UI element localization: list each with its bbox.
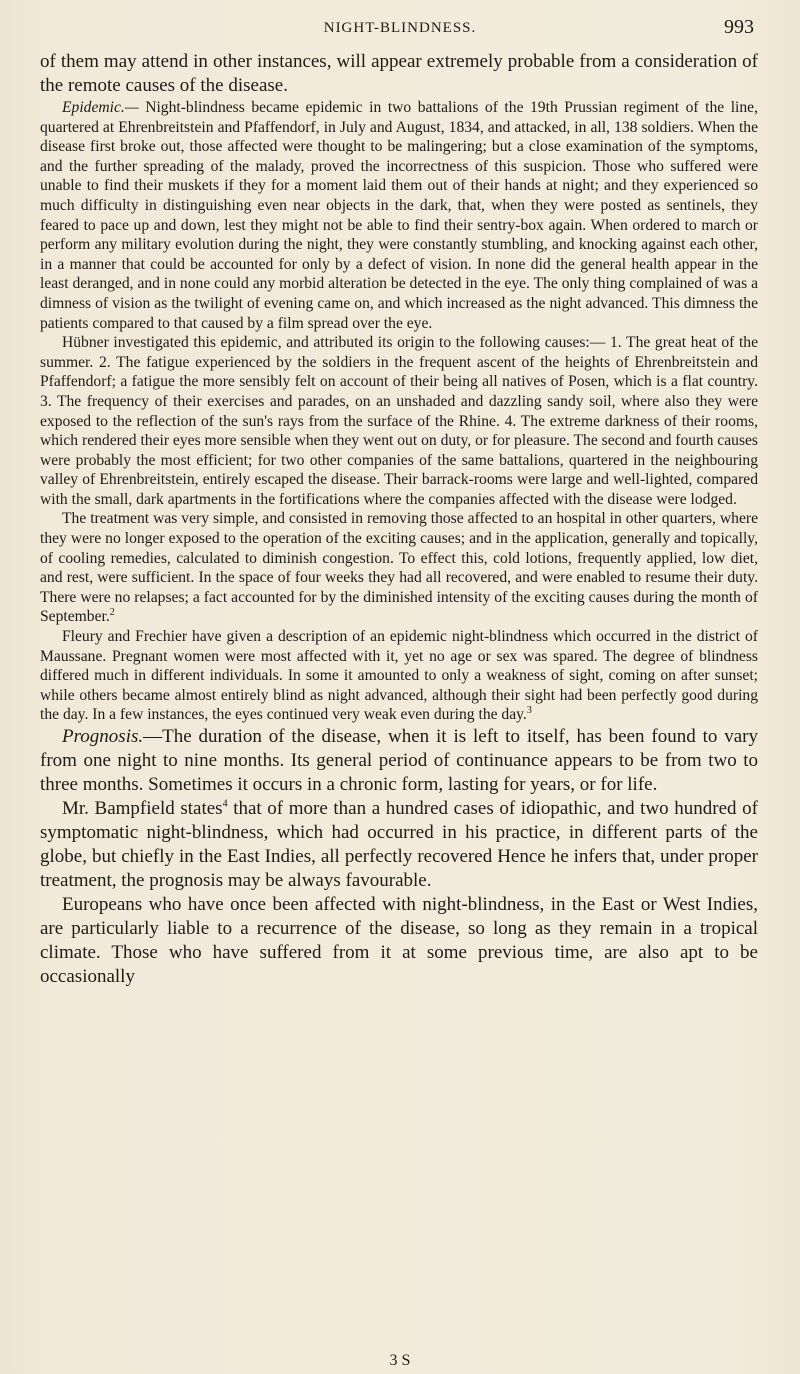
- paragraph-hubner: [40, 333, 758, 509]
- paragraph-text: Hübner investigated this epidemic, and attributed its origin to the following causes:— 1. The great heat of the summer. 2. The fatigue experienced by the soldiers in the frequent ascent of the heights of Ehrenbreitstein and Pfaffendorf; a fatigue the more sensibly felt on account of their being all natives of Posen, which is a flat country. 3. The frequency of their exercises and parades, on an unshaded and dazzling sandy soil, where also they were exposed to the reflection of the sun's rays from the surface of the Rhine. 4. The extreme darkness of their rooms, which rendered their eyes more sensible when they went out on duty, or for pleasure. The second and fourth causes were probably the most efficient; for two other companies of the same battalions, quartered in the neighbouring valley of Ehrenbreitstein, entirely escaped the disease. Their barrack-rooms were large and well-lighted, compared with the small, dark apartments in the fortifications where the companies affected with the disease were lodged.: [40, 334, 758, 508]
- paragraph-text: that of more than a hundred cases of idiopathic, and two hundred of symptomatic night-blindness, which had occurred in his practice, in different parts of the globe, but chiefly in the East Indies, all perfectly recovered Hence he infers that, under proper treatment, the prognosis may be always favourable.: [40, 798, 758, 891]
- paragraph-europeans: [40, 893, 758, 989]
- footnote-ref[interactable]: 2: [109, 607, 115, 619]
- run-in-heading-epidemic: Epidemic.—: [62, 99, 139, 116]
- paragraph-text: Fleury and Frechier have given a description of an epidemic night-blindness which occurred in the district of Maussane. Pregnant women were most affected with it, yet no age or sex was spared. The degree of blindness differed much in different individuals. In some it amounted to only a weakness of sight, coming on after sunset; while others became almost entirely blind as night advanced, although their sight had been perfectly good during the day. In a few instances, the eyes continued very weak even during the day.: [40, 628, 758, 724]
- paragraph-text: Europeans who have once been affected with night-blindness, in the East or West Indies, are particularly liable to a recurrence of the disease, so long as they remain in a tropical climate. Those who have suffered from it at some previous time, are also apt to be occasionally: [40, 894, 758, 987]
- paragraph-prognosis: [40, 725, 758, 797]
- prognosis-section: [40, 725, 758, 989]
- run-in-heading-prognosis: Prognosis.: [62, 726, 144, 747]
- paragraph-fleury: [40, 627, 758, 725]
- paragraph-text: —The duration of the disease, when it is left to itself, has been found to vary from one night to nine months. Its general period of continuance appears to be from two to three months. Sometimes it occurs in a chronic form, lasting for years, or for life.: [40, 726, 758, 795]
- running-head: NIGHT-BLINDNESS.: [323, 20, 477, 36]
- page-header: [40, 12, 760, 42]
- page-body: [40, 50, 758, 989]
- paragraph-treatment: [40, 509, 758, 627]
- signature-mark: 3 S: [389, 1352, 411, 1369]
- paragraph-text: of them may attend in other instances, will appear extremely probable from a consideration of the remote causes of the disease.: [40, 51, 758, 96]
- paragraph-text: The treatment was very simple, and consisted in removing those affected to an hospital in other quarters, where they were no longer exposed to the operation of the exciting causes; and in the application, generally and topically, of cooling remedies, calculated to diminish congestion. To effect this, cold lotions, frequently applied, low diet, and rest, were sufficient. In the space of four weeks they had all recovered, and were enabled to resume their duty. There were no relapses; a fact accounted for by the diminished intensity of the exciting causes during the month of September.: [40, 510, 758, 626]
- footnote-ref[interactable]: 3: [526, 705, 532, 717]
- paragraph-continuation: [40, 50, 758, 98]
- page-number: 993: [724, 16, 754, 38]
- footnote-ref[interactable]: 4: [222, 798, 228, 810]
- paragraph-text: Night-blindness became epidemic in two battalions of the 19th Prussian regiment of the line, quartered at Ehrenbreitstein and Pfaffendorf, in July and August, 1834, and attacked, in all, 138 soldiers. When the disease first broke out, those affected were thought to be malingering; but a close examination of the symptoms, and the further spreading of the malady, proved the incorrectness of this suspicion. Those who suffered were unable to find their muskets if they for a moment laid them out of their hands at night; and they experienced so much difficulty in distinguishing even near objects in the dark, that, when they were posted as sentinels, they feared to pace up and down, lest they might not be able to find their sentry-box again. When ordered to march or perform any military evolution during the night, they were constantly stumbling, and knocking against each other, in a manner that could be accounted for only by a defect of vision. In none did the general health appear in the least deranged, and in none could any morbid alteration be detected in the eye. The only thing complained of was a dimness of vision as the twilight of evening came on, and which increased as the night advanced. This dimness the patients compared to that caused by a film spread over the eye.: [40, 99, 758, 332]
- paragraph-bampfield: [40, 797, 758, 893]
- epidemic-section: [40, 98, 758, 725]
- paragraph-epidemic: [40, 98, 758, 333]
- paragraph-text: Mr. Bampfield states: [62, 798, 223, 819]
- intro-block: [40, 50, 758, 98]
